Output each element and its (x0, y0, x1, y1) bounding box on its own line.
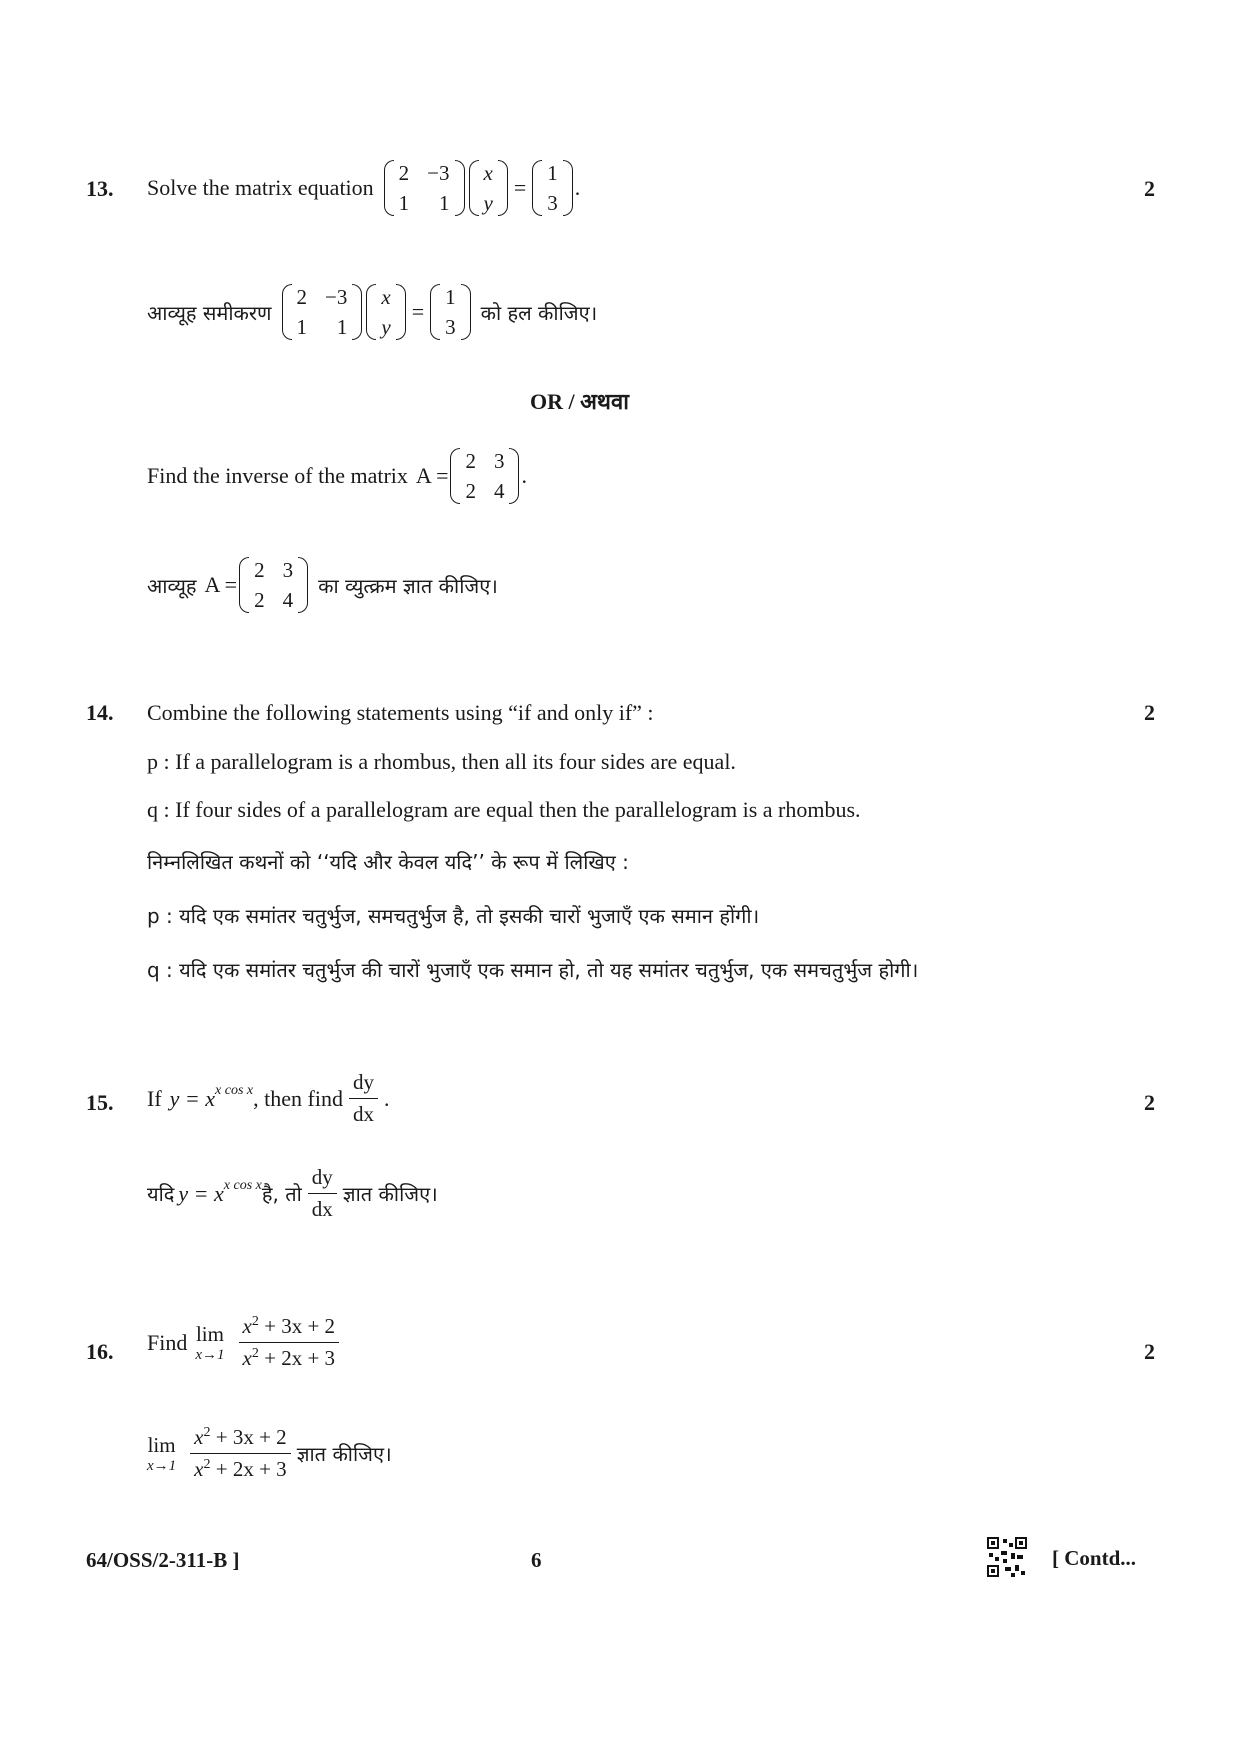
q15-hi-derivative (308, 1165, 337, 1222)
page-number: 6 (531, 1548, 542, 1572)
matrix-cell: x (483, 161, 493, 185)
limit-subscript: x→1 (147, 1457, 177, 1474)
matrix-cell: 1 (547, 161, 558, 185)
question-13-english: Solve the matrix equation 2 −3 1 1 x y = 1 3 . (147, 161, 581, 215)
q13-coefficient-matrix (384, 160, 465, 216)
fraction-denominator: dx (311, 1197, 333, 1221)
question-13-number: 13. (86, 176, 114, 201)
q15-expression-base: y = x (169, 1085, 216, 1111)
fraction-numerator: dy (308, 1165, 337, 1194)
matrix-cell: 1 (398, 191, 410, 215)
matrix-cell: 3 (445, 315, 456, 339)
matrix-cell: 2 (465, 479, 476, 503)
matrix-cell: y (381, 315, 391, 339)
qr-code-icon (987, 1537, 1027, 1582)
fraction-denominator: $x^2 + 2x + 3$ (194, 1457, 287, 1481)
question-14-hindi-intro: निम्नलिखित कथनों को ‘‘यदि और केवल यदि’’ के रूप में लिखिए : (147, 850, 629, 874)
question-14-hindi-p: p : यदि एक समांतर चतुर्भुज, समचतुर्भुज है, तो इसकी चारों भुजाएँ एक समान होंगी। (147, 904, 760, 928)
fraction-denominator: dx (352, 1102, 374, 1126)
q13-hi-variable-vector (366, 284, 405, 340)
matrix-cell: 3 (493, 449, 505, 473)
question-16-hindi (147, 1425, 392, 1482)
question-15-english: If y = x $^{x cos x}$ , then find $\frac{dy}{dx}$ . (147, 1070, 390, 1126)
matrix-cell: 2 (465, 449, 476, 473)
matrix-cell: 4 (282, 588, 294, 612)
q16-fraction (239, 1314, 340, 1371)
continued-label: [ Contd... (1052, 1546, 1137, 1570)
q15-hi-expression-exponent: x cos x (223, 1177, 262, 1193)
question-15-hindi (147, 1165, 438, 1222)
question-14-hindi-q: q : यदि एक समांतर चतुर्भुज की चारों भुजाएँ एक समान हो, तो यह समांतर चतुर्भुज, एक समचतुर्भुज होगी। (147, 958, 919, 982)
question-14-marks: 2 (1144, 700, 1155, 725)
q13-hi-prefix: आव्यूह समीकरण (147, 300, 272, 325)
question-16-english (147, 1314, 345, 1371)
matrix-cell: 2 (398, 161, 410, 185)
matrix-cell: 3 (547, 191, 558, 215)
q15-expression-exponent: x cos x (215, 1082, 254, 1098)
matrix-cell: 1 (296, 315, 308, 339)
fraction-numerator: $x^2 + 3x + 2$ (190, 1425, 291, 1454)
question-13-alt-english: Find the inverse of the matrix A = 2 3 2 4 . (147, 449, 527, 503)
q13-rhs-vector (532, 160, 573, 216)
q15-if-label: If (147, 1085, 162, 1111)
q16-hi-suffix: ज्ञात कीजिए। (296, 1442, 392, 1466)
q15-derivative (349, 1070, 378, 1127)
matrix-cell: 3 (282, 558, 294, 582)
q16-limit (195, 1322, 224, 1364)
q15-then-label: , then find (253, 1085, 343, 1111)
q13-alt-hi-matrix (239, 557, 308, 613)
q15-hi-if: यदि (147, 1182, 175, 1206)
question-13-marks: 2 (1144, 176, 1155, 201)
matrix-cell: 2 (296, 285, 308, 309)
matrix-cell: 2 (254, 558, 265, 582)
q16-hi-fraction (190, 1425, 291, 1482)
limit-word: lim (147, 1432, 176, 1457)
limit-subscript: x→1 (195, 1346, 225, 1363)
question-13-alt-hindi (147, 557, 498, 613)
question-14-intro: Combine the following statements using “if and only if” : (147, 700, 654, 725)
matrix-cell: x (381, 285, 391, 309)
matrix-cell: 1 (445, 285, 456, 309)
question-15-number: 15. (86, 1090, 114, 1115)
question-15-marks: 2 (1144, 1090, 1155, 1115)
or-separator: OR / अथवा (530, 389, 629, 414)
matrix-cell: 4 (493, 479, 505, 503)
question-14-statement-p: p : If a parallelogram is a rhombus, then all its four sides are equal. (147, 749, 736, 774)
q13-alt-en-prefix: Find the inverse of the matrix (147, 463, 408, 488)
paper-code: 64/OSS/2-311-B ] (86, 1548, 240, 1572)
q13-en-prefix: Solve the matrix equation (147, 175, 374, 200)
q16-hi-limit (147, 1433, 176, 1475)
q15-hi-expression-base: y = x (178, 1180, 224, 1206)
q15-hi-then: है, तो (261, 1182, 302, 1206)
q13-hi-rhs-vector (430, 284, 471, 340)
q13-hi-coefficient-matrix (282, 284, 363, 340)
matrix-cell: 2 (254, 588, 265, 612)
q13-alt-hi-suffix: का व्युत्क्रम ज्ञात कीजिए। (318, 573, 498, 598)
qr-code-graphic (987, 1537, 1027, 1577)
q13-alt-matrix (450, 448, 519, 504)
q16-find-label: Find (147, 1329, 188, 1355)
q15-hi-suffix: ज्ञात कीजिए। (342, 1182, 438, 1206)
question-13-hindi (147, 284, 597, 340)
fraction-denominator: $x^2 + 2x + 3$ (242, 1346, 336, 1370)
matrix-name: A = (415, 463, 449, 488)
q13-alt-hi-prefix: आव्यूह (147, 573, 197, 598)
question-16-marks: 2 (1144, 1339, 1155, 1364)
question-16-number: 16. (86, 1339, 114, 1364)
equals-sign: = (513, 175, 527, 200)
question-14-number: 14. (86, 700, 114, 725)
matrix-name: A = (204, 572, 238, 597)
matrix-cell: 1 (336, 315, 348, 339)
matrix-cell: 1 (439, 191, 450, 215)
question-14-statement-q: q : If four sides of a parallelogram are equal then the parallelogram is a rhombus. (147, 797, 861, 822)
matrix-cell: y (483, 191, 493, 215)
equals-sign: = (411, 299, 425, 324)
fraction-numerator: dy (349, 1070, 378, 1099)
q13-variable-vector (469, 160, 508, 216)
matrix-cell: −3 (325, 285, 348, 309)
fraction-numerator: $x^2 + 3x + 2$ (239, 1314, 340, 1343)
q13-hi-suffix: को हल कीजिए। (480, 300, 598, 325)
limit-word: lim (195, 1321, 224, 1346)
matrix-cell: −3 (427, 161, 450, 185)
